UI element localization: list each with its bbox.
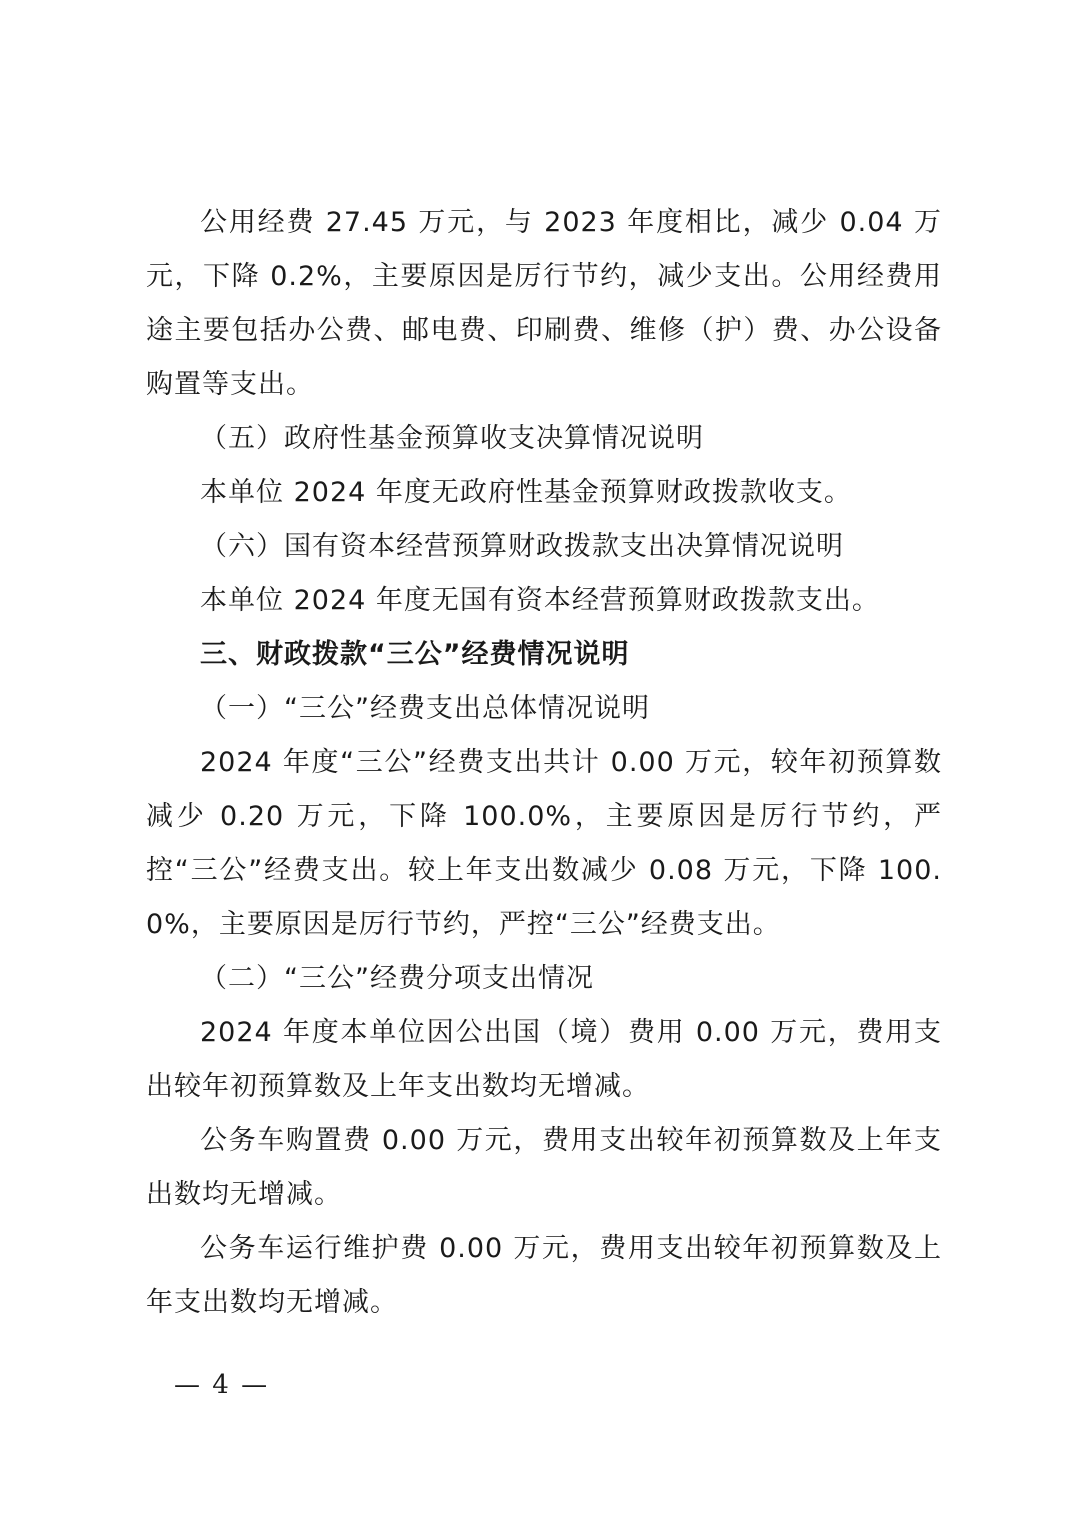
document-body (146, 196, 942, 1330)
paragraph-public-expenses: 公用经费 27.45 万元，与 2023 年度相比，减少 0.04 万元，下降 0.2%，主要原因是厉行节约，减少支出。公用经费用途主要包括办公费、邮电费、印刷费、维修（护）费、办公设备购置等支出。 (146, 207, 942, 400)
page-number: — 4 — (174, 1370, 270, 1400)
heading-three-public-expenses: 三、财政拨款“三公”经费情况说明 (200, 639, 630, 670)
heading-government-fund-budget: （五）政府性基金预算收支决算情况说明 (200, 423, 704, 454)
paragraph-state-capital-budget: 本单位 2024 年度无国有资本经营预算财政拨款支出。 (200, 585, 880, 616)
paragraph-three-public-overall: 2024 年度“三公”经费支出共计 0.00 万元，较年初预算数减少 0.20 万元，下降 100.0%，主要原因是厉行节约，严控“三公”经费支出。较上年支出数减少 0.08 万元，下降 100.0%，主要原因是厉行节约，严控“三公”经费支出。 (146, 747, 942, 940)
paragraph-vehicle-purchase: 公务车购置费 0.00 万元，费用支出较年初预算数及上年支出数均无增减。 (146, 1125, 942, 1210)
heading-three-public-itemized: （二）“三公”经费分项支出情况 (200, 963, 594, 994)
paragraph-vehicle-maintenance: 公务车运行维护费 0.00 万元，费用支出较年初预算数及上年支出数均无增减。 (146, 1233, 942, 1318)
paragraph-overseas-travel: 2024 年度本单位因公出国（境）费用 0.00 万元，费用支出较年初预算数及上年支出数均无增减。 (146, 1017, 942, 1102)
paragraph-government-fund-budget: 本单位 2024 年度无政府性基金预算财政拨款收支。 (200, 477, 852, 508)
heading-three-public-overall: （一）“三公”经费支出总体情况说明 (200, 693, 650, 724)
heading-state-capital-budget: （六）国有资本经营预算财政拨款支出决算情况说明 (200, 531, 844, 562)
